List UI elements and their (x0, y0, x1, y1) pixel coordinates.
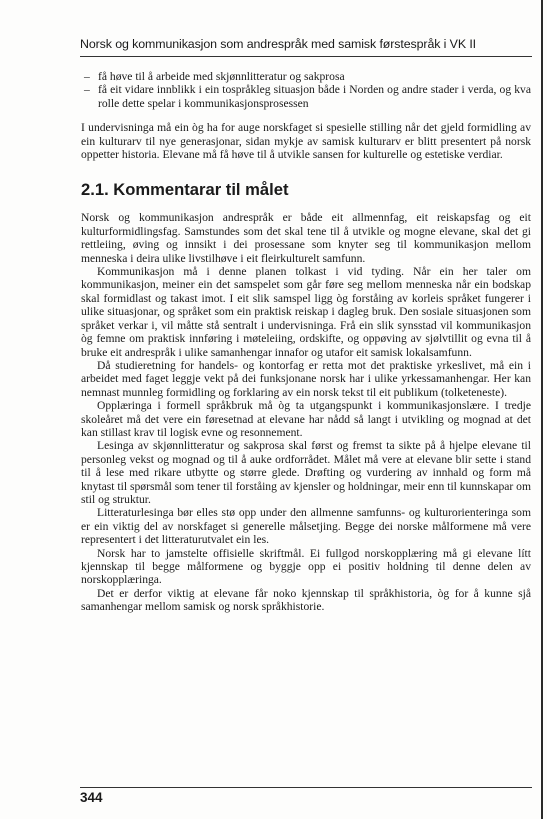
intro-paragraph: I undervisninga må ein òg ha for auge norskfaget si spesielle stilling når det gjeld formidling av ein kulturarv til nye generasjonar, sidan mykje av samisk kulturarv er blitt presentert på norsk oppetter historia. Elevane må få høve til å utvikle sansen for kulturelle og estetiske verdiar. (81, 121, 531, 162)
bullet-item: – få høve til å arbeide med skjønnlitteratur og sakprosa (84, 70, 345, 83)
paragraph: Norsk og kommunikasjon andrespråk er både eit allmennfag, eit reiskapsfag og eit kulturformidlingsfag. Samstundes som det skal tene til å utvikle og mogne elevane, skal det gi rettleiing, øving og innsikt i dei prosessane som knyter seg til kommunikasjon mellom menneska i deira ulike livstilhøve i eit fleirkulturelt samfunn. (81, 211, 531, 265)
dash-icon: – (84, 70, 90, 83)
paragraph: Norsk har to jamstelte offisielle skriftmål. Ei fullgod norskopplæring må gi elevane lítt kjennskap til begge målformene og byggje opp ei positiv holdning til denne delen av norskopplæringa. (81, 546, 531, 587)
footer-rule (80, 787, 532, 788)
section-heading: 2.1. Kommentarar til målet (81, 180, 289, 200)
dash-icon: – (84, 83, 90, 97)
paragraph: Opplæringa i formell språkbruk må òg ta utgangspunkt i kommunikasjonslære. I tredje skoleåret må det vere ein føresetnad at elevane har nådd så langt i utvikling og mognad at det kan stillast krav til logisk evne og resonnement. (81, 399, 531, 439)
paragraph: Litteraturlesinga bør elles stø opp under den allmenne samfunns- og kulturorienteringa som er ein viktig del av norskfaget si generelle målsetjing. Begge dei norske målformene må vere representert i det litteraturutvalet ein les. (81, 506, 531, 547)
paragraph: Kommunikasjon må i denne planen tolkast i vid tyding. Når ein her taler om kommunikasjon, meiner ein det samspelet som går føre seg mellom menneska når ein bodskap skal formidlast og takast imot. I eit slik samspel ligg òg forståing av korleis språket fungerer i ulike situasjonar, og språket som ein praktisk reiskap i dagleg bruk. Den sosiale situasjonen som språket verkar i, vil måtte stå sentralt i undervisninga. Frå ein slik synsstad vil kommunikasjon òg femne om praktisk innføring i møteleiing, ordskifte, og oppøving av sjølvtillit og evna til å bruke eit andrespråk i ulike samanhengar innafor og utafor eit samisk lokalsamfunn. (81, 265, 531, 359)
running-header: Norsk og kommunikasjon som andrespråk med samisk førstespråk i VK II (80, 37, 477, 51)
paragraph: Det er derfor viktig at elevane får noko kjennskap til språkhistoria, òg for å kunne sjå samanhengar mellom samisk og norsk språkhistorie. (81, 586, 531, 614)
paragraph: Då studieretning for handels- og kontorfag er retta mot det praktiske yrkeslivet, må ein i arbeidet med faget leggje vekt på dei funksjonane norsk har i ulike yrkessamanhengar. Her kan nemnast munnleg formidling og forklaring av ein norsk tekst til eit publikum (tolketeneste). (81, 358, 531, 399)
bullet-item: – få eit vidare innblikk i ein tospråkleg situasjon både i Norden og andre stader i verda, og kva rolle dette spelar i kommunikasjonsprosessen (84, 83, 531, 110)
paragraph: Lesinga av skjønnlitteratur og sakprosa skal først og fremst ta sikte på å hjelpe elevane til personleg vekst og mognad og til å auke ordforrådet. Målet må vere at elevane blir sette i stand til å lese med rikare utbytte og større glede. Drøfting og vurdering av innhald og form må knytast til spørsmål som tener til forståing av kjensler og holdningar, meir enn til kunnskapar om stil og struktur. (81, 439, 531, 506)
page-number: 344 (80, 790, 103, 805)
bullet-list (81, 70, 531, 110)
header-rule (80, 56, 532, 57)
body-text (81, 70, 531, 614)
binding-edge (541, 0, 543, 819)
